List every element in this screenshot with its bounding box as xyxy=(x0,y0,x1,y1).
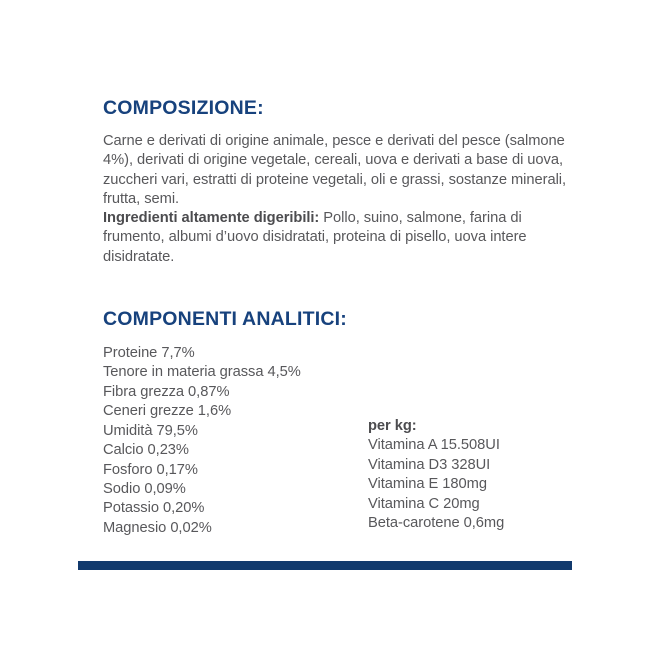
digestible-ingredients-paragraph xyxy=(103,209,573,267)
analytics-row: Sodio 0,09% xyxy=(103,480,186,497)
analytics-row: Tenore in materia grassa 4,5% xyxy=(103,364,301,381)
analytics-right-column xyxy=(368,417,578,533)
bottom-divider xyxy=(78,561,572,570)
analytics-block xyxy=(103,344,573,544)
analytics-row: Ceneri grezze 1,6% xyxy=(103,403,232,420)
digestible-ingredients-label: Ingredienti altamente digeribili: xyxy=(103,210,320,227)
vitamin-row: Vitamina E 180mg xyxy=(368,476,487,493)
composition-paragraph: Carne e derivati di origine animale, pesce e derivati del pesce (salmone 4%), derivati di origine vegetale, cereali, uova e derivati a base di uova, zuccheri vari, estratti di proteine vegetali, oli e grassi, sostanze minerali, frutta, semi. xyxy=(103,133,567,207)
vitamin-row: Vitamina D3 328UI xyxy=(368,456,491,473)
composition-heading: COMPOSIZIONE: xyxy=(103,97,264,119)
analytics-row: Umidità 79,5% xyxy=(103,422,198,439)
analytics-row: Fibra grezza 0,87% xyxy=(103,383,230,400)
analytics-row: Proteine 7,7% xyxy=(103,345,195,362)
vitamin-row: Beta-carotene 0,6mg xyxy=(368,515,505,532)
analytics-row: Calcio 0,23% xyxy=(103,442,189,459)
per-kg-label: per kg: xyxy=(368,418,417,435)
analytics-row: Potassio 0,20% xyxy=(103,500,205,517)
analytics-row: Fosforo 0,17% xyxy=(103,461,198,478)
analytics-heading-wrap xyxy=(103,308,573,330)
analytics-row: Magnesio 0,02% xyxy=(103,519,212,536)
vitamin-row: Vitamina A 15.508UI xyxy=(368,437,500,454)
analytics-left-column xyxy=(103,344,353,538)
vitamin-row: Vitamina C 20mg xyxy=(368,495,480,512)
label-content xyxy=(103,97,573,544)
digestible-ingredients-text: Pollo, suino, salmone, farina di frumento, albumi d’uovo disidratati, proteina di pisello, uova intere disidratate. xyxy=(103,210,527,265)
analytics-heading: COMPONENTI ANALITICI: xyxy=(103,308,347,331)
composition-block xyxy=(103,132,573,267)
